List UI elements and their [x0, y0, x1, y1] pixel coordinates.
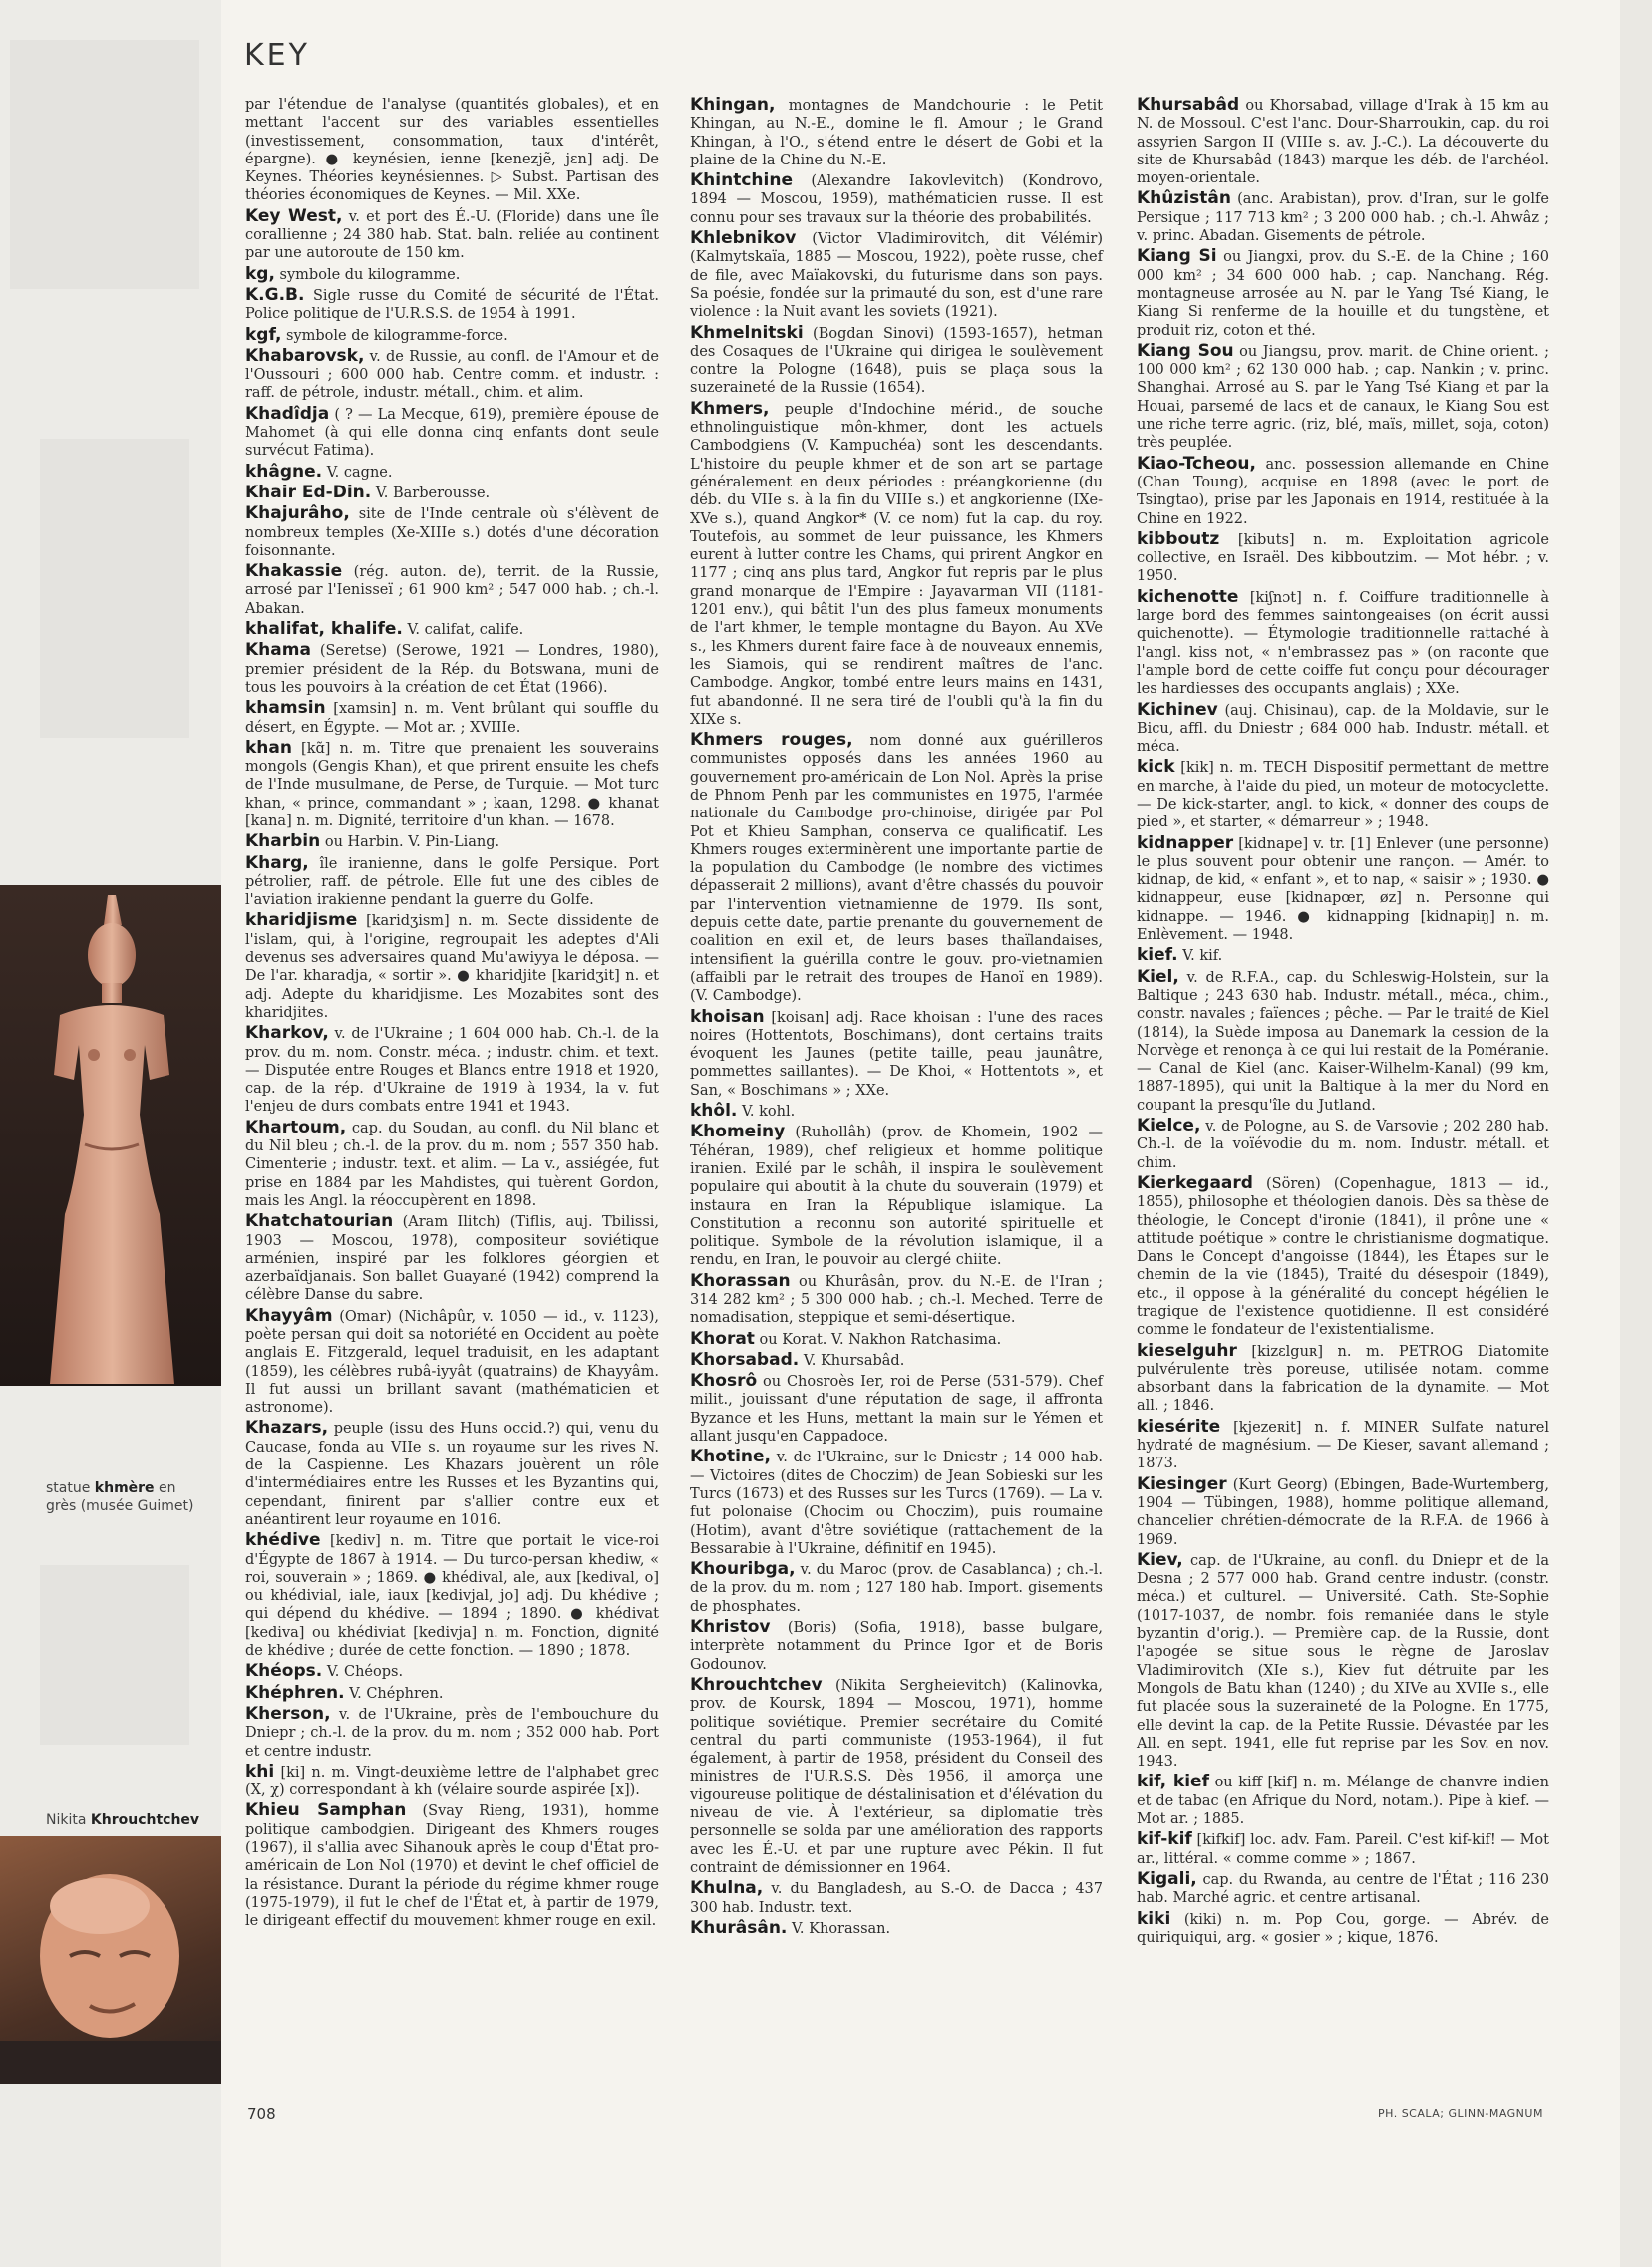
entry-headword: kharidjisme: [245, 910, 358, 931]
statue-illustration: [0, 885, 221, 1386]
dictionary-entry: [245, 1684, 659, 1703]
entry-headword: Kiesinger: [1137, 1473, 1227, 1494]
entry-text: anc. possession allemande en Chine (Chan Toung), acquise en 1898 (avec le port de Tsingtao), prise par les Japonais en 1914, restituée à la Chine en 1922.: [1137, 456, 1549, 527]
entry-text: v. et port des É.-U. (Floride) dans une île corallienne ; 24 380 hab. Stat. baln. reliée au continent par une autoroute de 150 km.: [245, 208, 659, 262]
dictionary-entry: [245, 832, 659, 851]
entry-text: V. cagne.: [326, 464, 393, 481]
entry-text: (auj. Chisinau), cap. de la Moldavie, sur le Bicu, affl. du Dniestr ; 684 000 hab. Industr. métall. et méca.: [1137, 702, 1550, 756]
entry-text: V. Khorassan.: [792, 1920, 891, 1937]
dictionary-entry: [1137, 1773, 1549, 1828]
entry-text: (Ruhollâh) (prov. de Khomein, 1902 — Téhéran, 1989), chef religieux et homme politique iranien. Exilé par le schâh, il inspira le soulèvement populaire qui aboutit à la chute du souverain (1979) et instaura en Iran la République islamique. La Constitution a reconnu son autorité spirituelle et politique. Symbole de la révolution islamique, il a rendu, en Iran, le pouvoir au clergé chiite.: [690, 1125, 1103, 1269]
entry-headword: Khotine,: [690, 1447, 771, 1467]
entry-headword: Khieu Samphan: [245, 1800, 407, 1821]
entry-text: (Kurt Georg) (Ebingen, Bade-Wurtemberg, 1904 — Tübingen, 1988), homme politique allemand, chancelier chrétien-démocrate de la R.F.A. de 1966 à 1969.: [1137, 1476, 1550, 1548]
entry-text: (Svay Rieng, 1931), homme politique cambodgien. Dirigeant des Khmers rouges (1967), il s'allia avec Sihanouk après le coup d'État pro-américain de Lon Nol (1970) et devint le chef officiel de la résistance. Durant la période du régime khmer rouge (1975-1979), il fut le chef de l'État et, à partir de 1979, le dirigeant effectif du mouvement khmer rouge en exil.: [245, 1803, 659, 1930]
entry-text: nom donné aux guérilleros communistes opposés dans les années 1960 au gouvernement pro-américain de Lon Nol. Après la prise de Phnom Penh par les communistes en 1975, l'armée nationale du Cambodge pro-chinoise, dirigée par Pol Pot et Khieu Samphan, conserva ce qualificatif. Les Khmers rouges exterminèrent une importante partie de la population du Cambodge (le nombre des victimes dépasserait 2 millions), avant d'être chassés du pouvoir par l'intervention vietnamienne de 1979. Ils sont, depuis cette date, partie prenante du gouvernement de coalition en exil et, de leurs bases thaïlandaises, intensifient la guérilla contre le gouv. pro-vietnamien (affaibli par le retrait des troupes de Hanoï en 1989). (V. Cambodge).: [690, 733, 1104, 1005]
dictionary-entry: [245, 347, 659, 403]
dictionary-entry: [245, 96, 659, 205]
entry-headword: Khulna,: [690, 1878, 764, 1899]
entry-text: (Bogdan Sinovi) (1593-1657), hetman des Cosaques de l'Ukraine qui dirigea le soulèvement contre la Pologne (1648), puis se plaça sous la suzeraineté de la Russie (1654).: [690, 325, 1104, 397]
dictionary-entry: [1137, 701, 1549, 757]
column-3: [1137, 96, 1549, 1949]
entry-text: (Omar) (Nichâpûr, v. 1050 — id., v. 1123), poète persan qui doit sa notoriété en Occident au poète anglais E. Fitzgerald, lequel traduisit, en les adaptant (1859), les célèbres rubâ-iyyât (quatrains) de Khayyâm. Il fut aussi un brillant savant (mathématicien et astronome).: [245, 1308, 659, 1417]
entry-headword: khi: [245, 1761, 275, 1781]
entry-text: V. kif.: [1182, 948, 1223, 965]
dictionary-entry: [690, 229, 1103, 321]
entry-headword: Khosrô: [690, 1371, 758, 1392]
entry-headword: Kherson,: [245, 1703, 331, 1724]
entry-headword: kgf,: [245, 324, 282, 345]
caption-prefix: statue: [46, 1480, 91, 1496]
entry-text: v. de R.F.A., cap. du Schleswig-Holstein, sur la Baltique ; 243 630 hab. Industr. métall., méca., chim., constr. navales ; faïences ; pêche. — Par le traité de Kiel (1814), la Suède imposa au Danemark la cession de la Norvège et renonça à ce qui lui restait de la Poméranie. — Canal de Kiel (anc. Kaiser-Wilhelm-Kanal) (99 km, 1887-1895), qui unit la Baltique à la mer du Nord en coupant la presqu'île du Jutland.: [1137, 969, 1549, 1114]
entry-text: ou Khurâsân, prov. du N.-E. de l'Iran ; 314 282 km² ; 5 300 000 hab. ; ch.-l. Meched. Terre de nomadisation, steppique et semi-désertique.: [690, 1273, 1104, 1327]
dictionary-entry: [1137, 588, 1549, 699]
dictionary-entry: [1137, 968, 1549, 1115]
entry-text: [kizɛlguʀ] n. m. PETROG Diatomite pulvérulente très poreuse, utilisée notam. comme absorbant dans la fabrication de la dynamite. — Mot all. ; 1846.: [1137, 1343, 1549, 1415]
column-2: [690, 96, 1103, 1940]
entry-text: Sigle russe du Comité de sécurité de l'État. Police politique de l'U.R.S.S. de 1954 à 1991.: [245, 287, 660, 323]
entry-headword: khalifat, khalife.: [245, 619, 403, 640]
entry-headword: Kierkegaard: [1137, 1172, 1253, 1193]
entry-text: (Sören) (Copenhague, 1813 — id., 1855), philosophe et théologien danois. Dès sa thèse de théologie, le Concept d'ironie (1841), il prône une « attitude poétique » contre le christianisme dogmatique. Dans le Concept d'angoisse (1844), les Étapes sur le chemin de la vie (1845), Traité du désespoir (1849), etc., il oppose à la généralité du concept hégélien le tragique de l'existence quotidienne. Il est considéré comme le fondateur de l'existentialisme.: [1137, 1175, 1550, 1339]
entry-headword: K.G.B.: [245, 284, 305, 305]
dictionary-entry: [1137, 1830, 1549, 1868]
entry-text: ou Chosroès Ier, roi de Perse (531-579). Chef milit., jouissant d'une réputation de sage, il affronta Byzance et les Huns, mettant la main sur le Yémen et allant jusqu'en Cappadoce.: [690, 1374, 1104, 1446]
dictionary-entry: [690, 731, 1103, 1005]
entry-headword: Khakassie: [245, 561, 343, 582]
entry-text: [kidnape] v. tr. [1] Enlever (une personne) le plus souvent pour obtenir une rançon. — Amér. to kidnap, de kid, « enfant », et to nap, « saisir » ; 1930. ● kidnappeur, euse [kidnapœr, øz] n. Personne qui kidnappe. — 1946. ● kidnapping [kidnapiŋ] n. m. Enlèvement. — 1948.: [1137, 835, 1549, 944]
dictionary-entry: [245, 1419, 659, 1529]
entry-headword: khamsin: [245, 698, 326, 719]
entry-text: montagnes de Mandchourie : le Petit Khingan, au N.-E., domine le fl. Amour ; le Grand Khingan, à l'O., s'étend entre le désert de Gobi et la plaine de la Chine du N.-E.: [690, 98, 1104, 168]
entry-headword: Khorassan: [690, 1270, 791, 1291]
entry-headword: Khristov: [690, 1617, 771, 1638]
entry-text: [kediv] n. m. Titre que portait le vice-roi d'Égypte de 1867 à 1914. — Du turco-persan khediw, « roi, souverain » ; 1869. ● khédival, ale, aux [kedival, o] ou khédivial, iale, iaux [kedivjal, jo] adj. Du khédive ; qui dépend du khédive. — 1894 ; 1890. ● khédivat [kediva] ou khédiviat [kedivja] n. m. Fonction, dignité de khédive ; durée de cette fonction. — 1890 ; 1878.: [245, 1533, 660, 1660]
entry-headword: kif-kif: [1137, 1829, 1192, 1850]
entry-headword: kiki: [1137, 1908, 1171, 1929]
statue-caption: [46, 1479, 205, 1515]
dictionary-entry: [245, 1763, 659, 1800]
khrouchtchev-photo: [0, 1836, 221, 2084]
dictionary-entry: [1137, 1475, 1549, 1549]
entry-text: ou Jiangxi, prov. du S.-E. de la Chine ; 160 000 km² ; 34 600 000 hab. ; cap. Nanchang. Rég. montagneuse arrosée au N. par le Yang Tsé Kiang, le Kiang Si renferme de la houille et du tungstène, et produit riz, coton et thé.: [1137, 249, 1550, 339]
dictionary-entry: [1137, 1910, 1549, 1948]
entry-headword: Kiang Si: [1137, 246, 1217, 267]
dictionary-entry: [245, 620, 659, 639]
dictionary-entry: [690, 1676, 1103, 1877]
dictionary-entry: [1137, 530, 1549, 586]
dictionary-entry: [1137, 1551, 1549, 1772]
entry-headword: Kiev,: [1137, 1549, 1183, 1570]
entry-text: ou Korat. V. Nakhon Ratchasima.: [759, 1331, 1002, 1348]
entry-text: [kɑ̃] n. m. Titre que prenaient les souverains mongols (Gengis Khan), et que prirent ensuite les chefs de l'Inde musulmane, de Perse, de Turquie. — Mot turc khan, « prince, commandant » ; kaan, 1298. ● khanat [kana] n. m. Dignité, territoire d'un khan. — 1678.: [245, 740, 659, 829]
page-header: KEY: [244, 38, 310, 73]
entry-text: ou kiff [kif] n. m. Mélange de chanvre indien et de tabac (en Afrique du Nord, notam.). Pipe à kief. — Mot ar. ; 1885.: [1137, 1775, 1549, 1828]
dictionary-entry: [245, 911, 659, 1022]
dictionary-entry: [690, 400, 1103, 729]
entry-text: [karidʒism] n. m. Secte dissidente de l'islam, qui, à l'origine, regroupait les adeptes d'Ali devenus ses adversaires quand Mu'awiyya le déposa. — De l'ar. kharadja, « sortir ». ● kharidjite [karidʒit] n. et adj. Adepte du kharidjisme. Les Mozabites sont des kharidjites.: [245, 913, 659, 1021]
entry-headword: Khabarovsk,: [245, 345, 365, 366]
entry-text: (anc. Arabistan), prov. d'Iran, sur le golfe Persique ; 117 713 km² ; 3 200 000 hab. ; ch.-l. Ahwâz ; v. princ. Abadan. Gisements de pétrole.: [1137, 191, 1549, 245]
caption-rest: en grès (musée Guimet): [46, 1480, 194, 1514]
photo-credit: PH. SCALA; GLINN-MAGNUM: [1378, 2107, 1543, 2120]
entry-headword: Khintchine: [690, 170, 793, 191]
dictionary-entry: [245, 1307, 659, 1418]
dictionary-entry: [690, 324, 1103, 398]
entry-text: v. de Russie, au confl. de l'Amour et de l'Oussouri ; 600 000 hab. Centre comm. et industr. : raff. de pétrole, industr. métall., chim. et alim.: [245, 348, 659, 402]
entry-text: ou Khorsabad, village d'Irak à 15 km au N. de Mossoul. C'est l'anc. Dour-Sharroukin, cap. du roi assyrien Sargon II (VIIIe s. av. J.-C.). La découverte du site de Khursabâd (1843) marque les déb. de l'archéol. moyen-orientale.: [1137, 98, 1550, 187]
entry-text: V. Chéops.: [326, 1664, 404, 1681]
entry-headword: kieselguhr: [1137, 1340, 1237, 1361]
entry-headword: Khomeiny: [690, 1122, 786, 1142]
entry-text: ou Jiangsu, prov. marit. de Chine orient. ; 100 000 km² ; 62 130 000 hab. ; cap. Nankin ; v. princ. Shanghai. Arrosé au S. par le Yang Tsé Kiang et par la Houai, parsemé de lacs et de canaux, le Kiang Sou est une riche terre agric. (riz, blé, maïs, millet, soja, coton) très peuplée.: [1137, 343, 1549, 452]
entry-headword: Khmelnitski: [690, 322, 804, 343]
dictionary-entry: [1137, 342, 1549, 453]
entry-headword: kief.: [1137, 945, 1178, 966]
dictionary-entry: [245, 641, 659, 697]
dictionary-entry: [690, 1123, 1103, 1269]
entry-headword: Khair Ed-Din.: [245, 482, 372, 502]
dictionary-entry: [245, 739, 659, 830]
portrait-caption: [46, 1811, 199, 1829]
entry-text: v. de l'Ukraine, près de l'embouchure du Dniepr ; ch.-l. de la prov. du m. nom ; 352 000 hab. Port et centre industr.: [245, 1706, 660, 1760]
entry-headword: Khmers rouges,: [690, 730, 853, 751]
entry-text: [kik] n. m. TECH Dispositif permettant de mettre en marche, à l'aide du pied, un moteur de motocyclette. — De kick-starter, angl. to kick, « donner des coups de pied », et starter, « démarreur » ; 1948.: [1137, 760, 1549, 831]
entry-headword: Kharkov,: [245, 1023, 329, 1044]
entry-headword: Khurâsân.: [690, 1917, 788, 1938]
entry-headword: Khursabâd: [1137, 95, 1240, 115]
dictionary-entry: [245, 504, 659, 560]
ghost-image: [10, 40, 199, 289]
entry-text: (Boris) (Sofia, 1918), basse bulgare, interprète notamment du Prince Igor et de Boris Godounov.: [690, 1620, 1103, 1673]
entry-headword: Khazars,: [245, 1418, 329, 1439]
entry-text: (rég. auton. de), territ. de la Russie, arrosé par l'Ienisseï ; 61 900 km² ; 547 000 hab. ; ch.-l. Abakan.: [245, 564, 660, 617]
dictionary-entry: [690, 171, 1103, 227]
dictionary-entry: [245, 562, 659, 618]
entry-headword: Kigali,: [1137, 1868, 1197, 1889]
entry-headword: Kielce,: [1137, 1116, 1201, 1136]
entry-headword: Khayyâm: [245, 1305, 333, 1326]
entry-text: symbole du kilogramme.: [279, 266, 461, 283]
entry-headword: Khajurâho,: [245, 503, 350, 524]
entry-text: (Nikita Sergheievitch) (Kalinovka, prov. de Koursk, 1894 — Moscou, 1971), homme politique soviétique. Premier secrétaire du Comité central du parti communiste (1953-1964), il fut également, à partir de 1958, président du Conseil des ministres de l'U.R.S.S. Dès 1956, il amorça une vigoureuse politique de déstalinisation et d'élévation du niveau de vie. À l'extérieur, sa diplomatie très personnelle se solda par une amélioration des rapports avec les É.-U. et par une rupture avec Pékin. Il fut contraint de démissionner en 1964.: [690, 1677, 1103, 1876]
entry-text: (Victor Vladimirovitch, dit Vélémir) (Kalmytskaïa, 1885 — Moscou, 1922), poète russe, chef de file, avec Maïakovski, du futurisme dans son pays. Sa poésie, fondée sur la primauté du son, est d'une rare violence : la Nuit avant les soviets (1921).: [690, 231, 1103, 321]
entry-text: peuple (issu des Huns occid.?) qui, venu du Caucase, fonda au VIIe s. un royaume sur les rives N. de la Caspienne. Les Khazars jouèrent un rôle d'intermédiaires entre les Russes et les Byzantins qui, cependant, finirent par s'allier contre eux et anéantirent leur royaume en 1016.: [245, 1421, 660, 1528]
entry-headword: Khéphren.: [245, 1682, 345, 1703]
entry-headword: khédive: [245, 1530, 321, 1551]
dictionary-entry: [690, 1919, 1103, 1938]
dictionary-entry: [690, 96, 1103, 169]
dictionary-entry: [690, 1618, 1103, 1674]
dictionary-entry: [245, 1531, 659, 1660]
entry-text: par l'étendue de l'analyse (quantités globales), et en mettant l'accent sur des variables essentielles (investissement, consommation, taux d'intérêt, épargne). ● keynésien, ienne [kenezjẽ, jɛn] adj. De Keynes. Théories keynésiennes. ▷ Subst. Partisan des théories économiques de Keynes. — Mil. XXe.: [245, 97, 659, 204]
entry-text: (Aram Ilitch) (Tiflis, auj. Tbilissi, 1903 — Moscou, 1978), compositeur soviétique arménien, inspiré par les folklores géorgien et azerbaïdjanais. Son ballet Guayané (1942) comprend la célèbre Danse du sabre.: [245, 1214, 660, 1304]
entry-text: [kjezeʀit] n. f. MINER Sulfate naturel hydraté de magnésium. — De Kieser, savant allemand ; 1873.: [1137, 1419, 1549, 1472]
entry-headword: Khingan,: [690, 95, 776, 115]
entry-headword: Kiang Sou: [1137, 340, 1234, 361]
entry-headword: Khorsabad.: [690, 1349, 800, 1370]
dictionary-entry: [1137, 247, 1549, 339]
entry-text: V. Khursabâd.: [803, 1352, 905, 1369]
caption-bold: khmère: [94, 1480, 155, 1496]
entry-text: V. califat, calife.: [407, 622, 524, 639]
dictionary-entry: [245, 286, 659, 324]
dictionary-entry: [1137, 1342, 1549, 1416]
dictionary-entry: [690, 1879, 1103, 1917]
entry-text: [kiʃnɔt] n. f. Coiffure traditionnelle à large bord des femmes saintongeaises (on écrit aussi quichenotte). — Étymologie traditionnelle rattaché à l'angl. kiss not, « n'embrassez pas » (on raconte que l'ample bord de cette coiffe fut conçu pour décourager les hardiesses des occupants anglais) ; XXe.: [1137, 589, 1549, 698]
entry-headword: khâgne.: [245, 461, 323, 482]
dictionary-entry: [245, 1024, 659, 1116]
ghost-image: [40, 1565, 189, 1745]
entry-text: V. kohl.: [741, 1104, 796, 1121]
dictionary-entry: [690, 1560, 1103, 1616]
entry-text: [xamsin] n. m. Vent brûlant qui souffle du désert, en Égypte. — Mot ar. ; XVIIIe.: [245, 701, 660, 736]
entry-text: peuple d'Indochine mérid., de souche ethnolinguistique môn-khmer, dont les actuels Cambodgiens (V. Kampuchéa) sont les descendants. L'histoire du peuple khmer et de son art se partage généralement en deux périodes : préangkorienne (du déb. du VIIe s. à la fin du VIIIe s.) et angkorienne (IXe-XVe s.), quand Angkor* (V. ce nom) fut la cap. du roy. Toutefois, au sommet de leur puissance, les Khmers eurent à lutter contre les Chams, qui prirent Angkor en 1177 ; cinq ans plus tard, Angkor fut repris par le plus grand monarque de l'Empire : Jayavarman VII (1181-1201 env.), qui bâtit l'un des plus fameux monuments de l'art khmer, le temple montagne du Bayon. Au XVe s., les Khmers durent faire face à de nouveaux ennemis, les Siamois, qui se rendirent maîtres de l'anc. Cambodge. Angkor, tombé entre leurs mains en 1431, fut abandonné. Il ne sera tiré de l'oubli qu'à la fin du XIXe s.: [690, 401, 1103, 728]
entry-text: (Seretse) (Serowe, 1921 — Londres, 1980), premier président de la Rép. du Botswana, muni de tous les pouvoirs à la création de cet État (1966).: [245, 643, 660, 696]
ghost-image: [40, 439, 189, 738]
dictionary-entry: [245, 326, 659, 345]
entry-text: (Alexandre Iakovlevitch) (Kondrovo, 1894 — Moscou, 1959), mathématicien russe. Il est connu pour ses travaux sur la théorie des probabilités.: [690, 173, 1104, 226]
entry-headword: Khadîdja: [245, 403, 330, 424]
dictionary-entry: [690, 1272, 1103, 1328]
entry-headword: Kharbin: [245, 831, 321, 852]
entry-text: cap. du Rwanda, au centre de l'État ; 116 230 hab. Marché agric. et centre artisanal.: [1137, 1871, 1550, 1907]
dictionary-entry: [1137, 189, 1549, 245]
dictionary-entry: [245, 207, 659, 263]
portrait-illustration: [0, 1836, 221, 2084]
entry-text: v. de l'Ukraine, sur le Dniestr ; 14 000 hab. — Victoires (dites de Choczim) de Jean Sobieski sur les Turcs (1673) et des Russes sur les Turcs (1769). — La v. fut polonaise (Chocim ou Choczim), puis roumaine (Hotim), avant d'être soviétique (rattachement de la Bessarabie à l'Ukraine, définitif en 1945).: [690, 1450, 1103, 1557]
entry-headword: kichenotte: [1137, 586, 1239, 607]
entry-headword: Khatchatourian: [245, 1211, 394, 1232]
entry-headword: Khûzistân: [1137, 188, 1231, 209]
right-margin-strip: [1620, 0, 1652, 2267]
entry-text: [kifkif] loc. adv. Fam. Pareil. C'est kif-kif! — Mot ar., littéral. « comme comme » ; 1867.: [1137, 1832, 1549, 1867]
entry-headword: kidnapper: [1137, 832, 1234, 853]
entry-headword: Khmers,: [690, 398, 770, 419]
entry-text: V. Chéphren.: [349, 1685, 444, 1702]
dictionary-entry: [245, 405, 659, 461]
entry-headword: Khorat: [690, 1328, 755, 1349]
entry-text: ou Harbin. V. Pin-Liang.: [324, 834, 500, 851]
entry-headword: khoisan: [690, 1006, 765, 1027]
dictionary-entry: [245, 265, 659, 284]
dictionary-entry: [690, 1372, 1103, 1446]
entry-headword: Kharg,: [245, 852, 309, 873]
dictionary-entry: [245, 699, 659, 737]
entry-headword: kick: [1137, 757, 1175, 778]
entry-headword: Kiao-Tcheou,: [1137, 453, 1256, 474]
entry-headword: Kichinev: [1137, 699, 1218, 720]
dictionary-entry: [690, 1351, 1103, 1370]
entry-text: [kibuts] n. m. Exploitation agricole collective, en Israël. Des kibboutzim. — Mot hébr. ; v. 1950.: [1137, 531, 1549, 585]
caption-bold-name: Khrouchtchev: [90, 1812, 200, 1828]
khmer-statue-photo: [0, 885, 221, 1386]
entry-headword: kif, kief: [1137, 1772, 1209, 1792]
entry-text: V. Barberousse.: [375, 485, 491, 501]
dictionary-entry: [245, 1705, 659, 1761]
dictionary-entry: [245, 1119, 659, 1210]
dictionary-entry: [690, 1008, 1103, 1100]
entry-text: ( ? — La Mecque, 619), première épouse de Mahomet (à qui elle donna cinq enfants dont seule survécut Fatima).: [245, 406, 659, 460]
entry-headword: Khama: [245, 640, 311, 661]
entry-text: [koisan] adj. Race khoisan : l'une des races noires (Hottentots, Boschimans), dont certains traits évoquent les Jaunes (petite taille, peau jaunâtre, pommettes saillantes). — De Khoi, « Hottentots », et San, « Boschimans » ; XXe.: [690, 1009, 1104, 1099]
entry-headword: khan: [245, 737, 292, 758]
entry-text: cap. du Soudan, au confl. du Nil blanc et du Nil bleu ; ch.-l. de la prov. du m. nom ; 557 350 hab. Cimenterie ; industr. text. et alim. — La v., assiégée, fut prise en 1884 par les Mahdistes, qui tuèrent Gordon, mais les Angl. la réoccupèrent en 1898.: [245, 1120, 659, 1209]
entry-text: v. de Pologne, au S. de Varsovie ; 202 280 hab. Ch.-l. de la voïévodie du m. nom. Industr. métall. et chim.: [1137, 1119, 1549, 1171]
entry-headword: Khlebnikov: [690, 228, 797, 249]
entry-text: v. de l'Ukraine ; 1 604 000 hab. Ch.-l. de la prov. du m. nom. Constr. méca. ; industr. chim. et text. — Disputée entre Rouges et Blancs entre 1918 et 1920, cap. de la rép. d'Ukraine de 1919 à 1934, la v. fut l'enjeu de durs combats entre 1941 et 1943.: [245, 1026, 660, 1116]
entry-text: cap. de l'Ukraine, au confl. du Dniepr et de la Desna ; 2 577 000 hab. Grand centre industr. (constr. méca.) et culturel. — Université. Cath. Ste-Sophie (1017-1037, de nombr. fois remaniée dans le style byzantin d'orig.). — Première cap. de la Russie, dont l'apogée se situe sous le règne de Jaroslav Vladimirovitch (XIe s.), Kiev fut détruite par les Mongols de Batu khan (1240) ; du XIVe au XVIIe s., elle fut placée sous la suzeraineté de la Pologne. En 1775, elle devint la cap. de la Petite Russie. Dévastée par les All. en sept. 1941, elle fut reprise par les Sov. en nov. 1943.: [1137, 1552, 1549, 1771]
column-1: [245, 96, 659, 1933]
entry-text: v. du Bangladesh, au S.-O. de Dacca ; 437 300 hab. Industr. text.: [690, 1881, 1104, 1916]
entry-headword: Khartoum,: [245, 1117, 347, 1137]
entry-headword: Kiel,: [1137, 966, 1179, 987]
dictionary-entry: [245, 1662, 659, 1681]
dictionary-entry: [690, 1448, 1103, 1558]
entry-text: (kiki) n. m. Pop Cou, gorge. — Abrév. de quiriquiqui, arg. « gosier » ; kique, 1876.: [1137, 1911, 1549, 1946]
caption-name: Nikita: [46, 1812, 87, 1828]
dictionary-entry: [245, 1801, 659, 1930]
entry-text: v. du Maroc (prov. de Casablanca) ; ch.-l. de la prov. du m. nom ; 127 180 hab. Import. gisements de phosphates.: [690, 1562, 1103, 1615]
entry-headword: khôl.: [690, 1101, 738, 1122]
dictionary-entry: [245, 1212, 659, 1304]
dictionary-entry: [1137, 758, 1549, 831]
entry-headword: Khrouchtchev: [690, 1674, 823, 1695]
page-number: 708: [247, 2105, 276, 2123]
dictionary-entry: [245, 484, 659, 502]
entry-headword: kibboutz: [1137, 528, 1220, 549]
dictionary-entry: [1137, 96, 1549, 187]
entry-text: site de l'Inde centrale où s'élèvent de nombreux temples (Xe-XIIIe s.) dotés d'une décoration foisonnante.: [245, 506, 659, 559]
dictionary-entry: [1137, 1174, 1549, 1340]
dictionary-entry: [1137, 1418, 1549, 1473]
dictionary-entry: [1137, 1117, 1549, 1172]
dictionary-entry: [245, 854, 659, 910]
entry-headword: Khéops.: [245, 1661, 323, 1682]
dictionary-entry: [690, 1330, 1103, 1349]
dictionary-entry: [1137, 834, 1549, 945]
dictionary-entry: [690, 1102, 1103, 1121]
entry-headword: Khouribga,: [690, 1559, 796, 1580]
dictionary-entry: [1137, 1870, 1549, 1908]
dictionary-entry: [245, 463, 659, 482]
dictionary-entry: [1137, 946, 1549, 965]
entry-text: île iranienne, dans le golfe Persique. Port pétrolier, raff. de pétrole. Elle fut une des cibles de l'aviation irakienne pendant la guerre du Golfe.: [245, 855, 660, 909]
entry-headword: kg,: [245, 263, 275, 284]
entry-headword: kiesérite: [1137, 1416, 1221, 1437]
entry-headword: Key West,: [245, 205, 343, 226]
entry-text: symbole de kilogramme-force.: [286, 327, 508, 344]
dictionary-entry: [1137, 455, 1549, 528]
entry-text: [ki] n. m. Vingt-deuxième lettre de l'alphabet grec (Χ, χ) correspondant à kh (vélaire sourde aspirée [x]).: [245, 1764, 660, 1799]
